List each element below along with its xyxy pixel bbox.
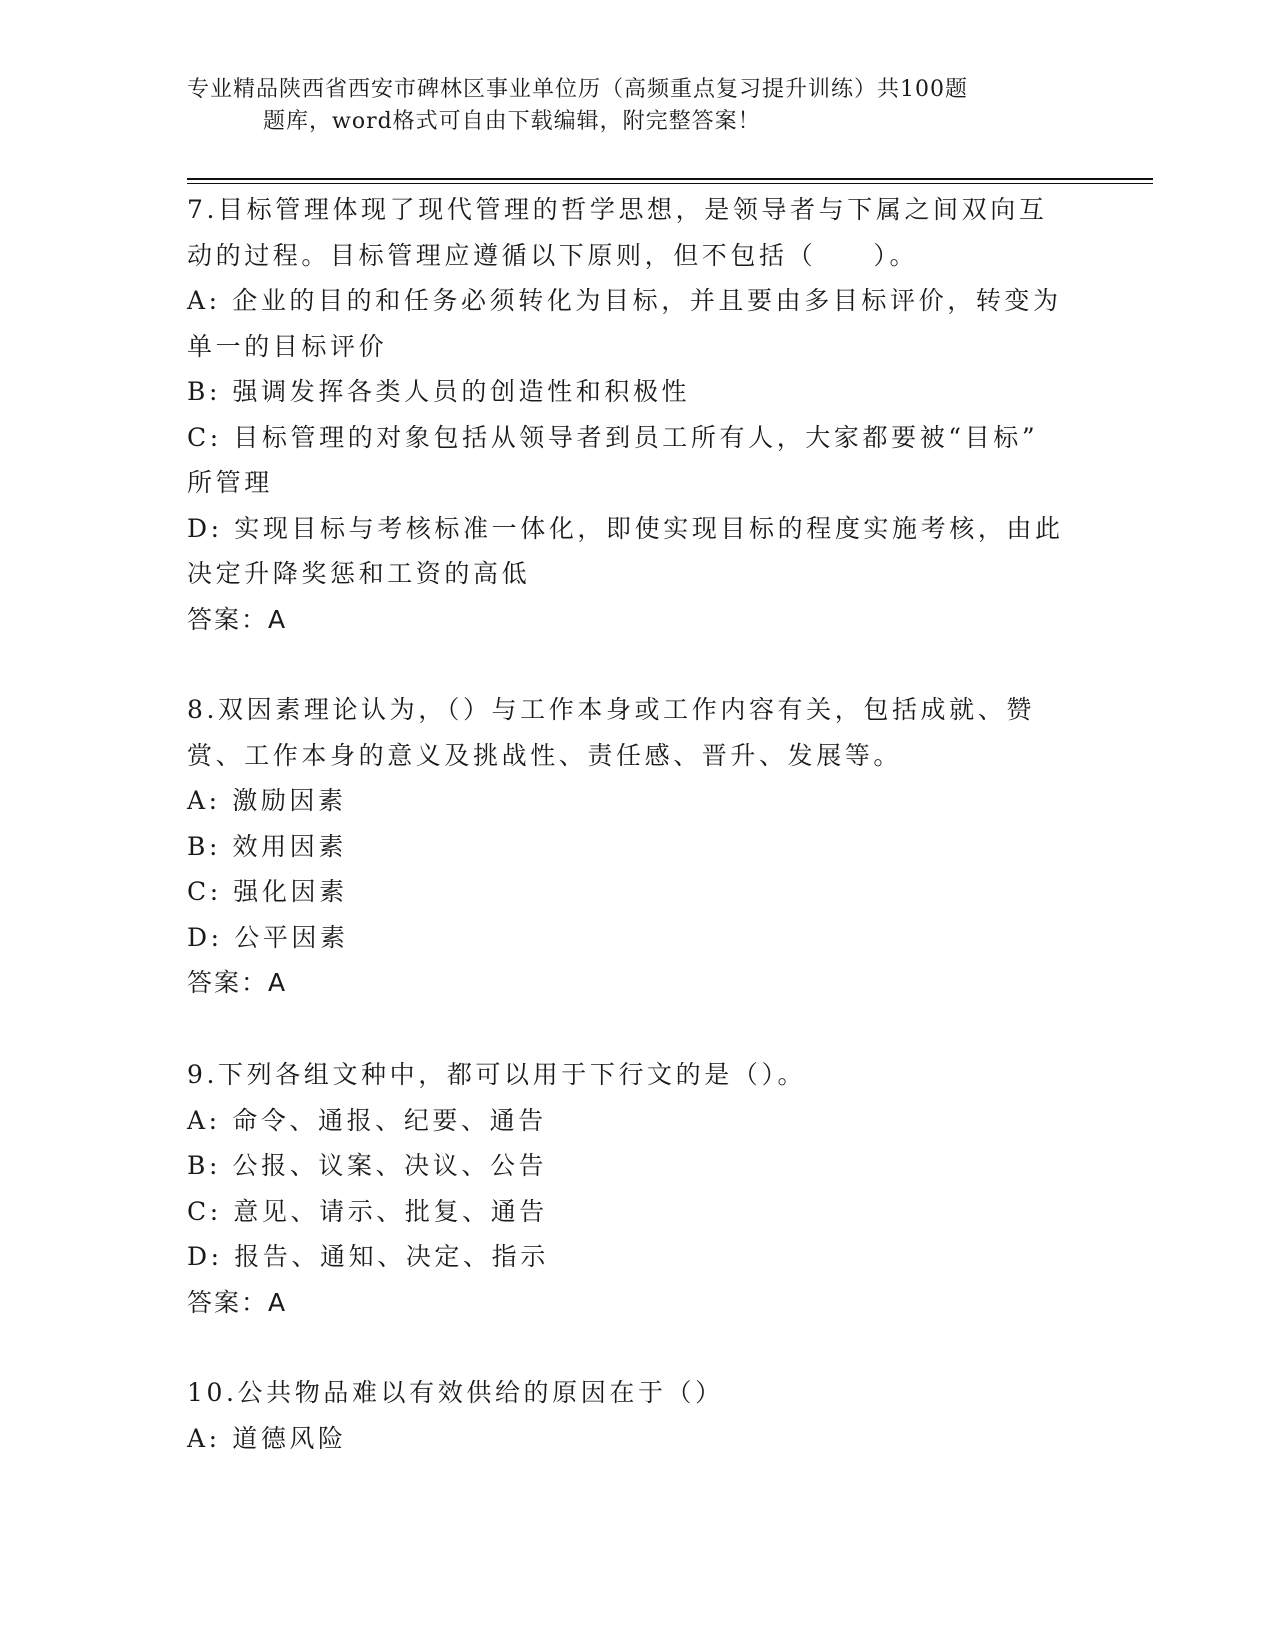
option-a: A: 命令、通报、纪要、通告 bbox=[187, 1105, 547, 1135]
answer-line: 答案：A bbox=[187, 1287, 288, 1317]
question-text-line: 赏、工作本身的意义及挑战性、责任感、晋升、发展等。 bbox=[187, 740, 903, 770]
header-divider-thin bbox=[187, 183, 1153, 184]
question-text-line: 10.公共物品难以有效供给的原因在于（） bbox=[187, 1378, 724, 1407]
header-divider-thick bbox=[187, 178, 1153, 180]
header-title-line-1: 专业精品陕西省西安市碑林区事业单位历（高频重点复习提升训练）共100题 bbox=[187, 77, 968, 102]
option-b: B: 效用因素 bbox=[187, 831, 347, 861]
option-d: D: 报告、通知、决定、指示 bbox=[187, 1242, 549, 1271]
question-8 bbox=[187, 687, 1087, 1006]
question-7 bbox=[187, 187, 1087, 642]
header-title-line-2: 题库，word格式可自由下载编辑，附完整答案！ bbox=[263, 109, 761, 134]
option-a: A: 企业的目的和任务必须转化为目标，并且要由多目标评价，转变为 bbox=[187, 286, 1062, 315]
answer-line: 答案：A bbox=[187, 604, 288, 634]
option-c-continued: 所管理 bbox=[187, 468, 273, 497]
option-c: C: 意见、请示、批复、通告 bbox=[187, 1196, 548, 1226]
option-d: D: 实现目标与考核标准一体化，即使实现目标的程度实施考核，由此 bbox=[187, 513, 1064, 543]
option-c: C: 强化因素 bbox=[187, 877, 348, 906]
document-header bbox=[187, 74, 1067, 138]
question-text-line: 9.下列各组文种中，都可以用于下行文的是（）。 bbox=[187, 1060, 807, 1089]
answer-line: 答案：A bbox=[187, 968, 288, 997]
question-text-line: 8.双因素理论认为，（）与工作本身或工作内容有关，包括成就、赞 bbox=[187, 695, 1035, 724]
question-9 bbox=[187, 1052, 1087, 1325]
option-b: B: 强调发挥各类人员的创造性和积极性 bbox=[187, 377, 691, 406]
question-10 bbox=[187, 1370, 1087, 1461]
option-d-continued: 决定升降奖惩和工资的高低 bbox=[187, 559, 531, 588]
option-a: A: 激励因素 bbox=[187, 786, 347, 815]
option-a: A: 道德风险 bbox=[187, 1423, 347, 1453]
question-text-line: 动的过程。目标管理应遵循以下原则，但不包括（ ）。 bbox=[187, 240, 919, 270]
question-text-line: 7.目标管理体现了现代管理的哲学思想，是领导者与下属之间双向互 bbox=[187, 195, 1048, 224]
option-a-continued: 单一的目标评价 bbox=[187, 331, 388, 361]
option-d: D: 公平因素 bbox=[187, 922, 349, 952]
option-c: C: 目标管理的对象包括从领导者到员工所有人，大家都要被“目标” bbox=[187, 422, 1039, 452]
option-b: B: 公报、议案、决议、公告 bbox=[187, 1151, 548, 1180]
